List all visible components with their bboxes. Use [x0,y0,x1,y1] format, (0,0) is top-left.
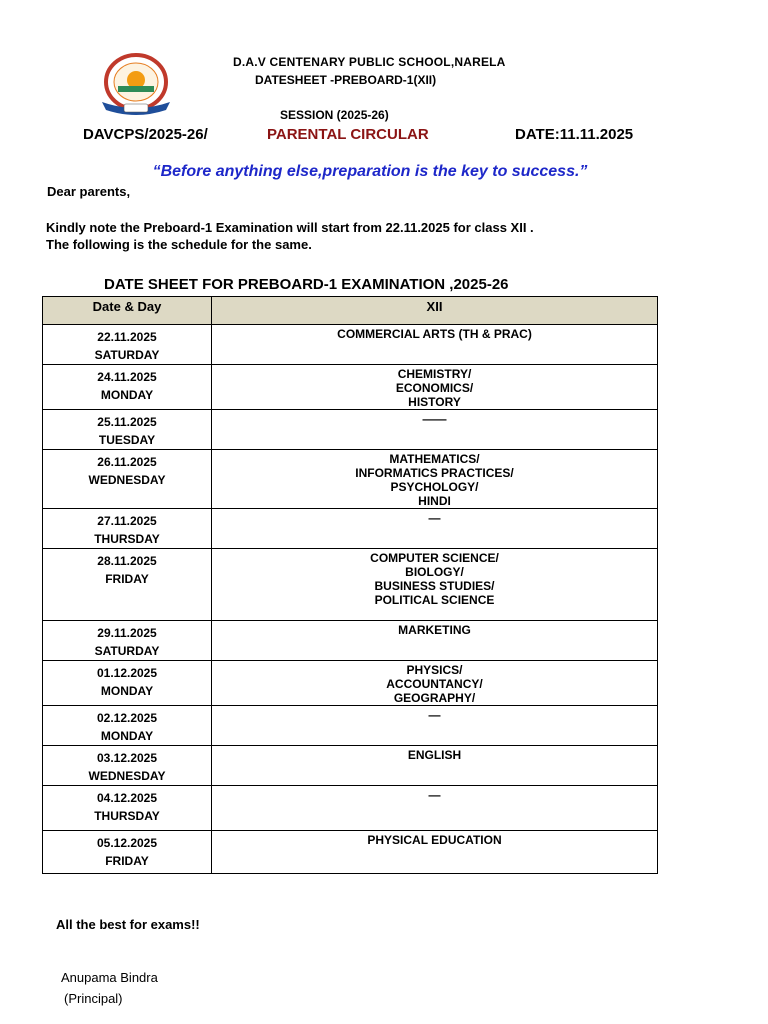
exam-day: TUESDAY [98,433,156,447]
exam-date-cell [43,365,212,410]
subject-name: POLITICAL SCIENCE [374,593,495,607]
exam-date-cell [43,509,212,549]
subject-name: CHEMISTRY/ [397,367,472,381]
school-logo [96,52,176,122]
column-header-date: Date & Day [43,297,212,325]
exam-subjects-cell [212,450,658,509]
subject-name: MARKETING [398,623,471,637]
exam-day: WEDNESDAY [88,769,166,783]
exam-day: FRIDAY [105,854,149,868]
exam-date: 04.12.2025 [96,791,158,805]
subject-name: ECONOMICS/ [395,381,474,395]
table-row [43,661,658,706]
exam-subjects-cell [212,786,658,831]
intro-line-1: Kindly note the Preboard-1 Examination will start from 22.11.2025 for class XII . [46,220,534,235]
exam-date: 02.12.2025 [96,711,158,725]
table-row [43,786,658,831]
exam-date-cell [43,410,212,450]
exam-day: SATURDAY [94,644,160,658]
exam-day: MONDAY [100,729,154,743]
exam-date: 29.11.2025 [97,626,157,640]
exam-subjects-cell [212,706,658,746]
table-row [43,325,658,365]
exam-day: MONDAY [100,684,154,698]
table-row [43,365,658,410]
table-row [43,831,658,874]
exam-day: WEDNESDAY [88,473,166,487]
motivational-quote: “Before anything else,preparation is the key to success.” [152,163,588,180]
exam-date-cell [43,325,212,365]
subject-name: BUSINESS STUDIES/ [374,579,495,593]
circular-label: PARENTAL CIRCULAR [267,126,429,143]
table-row [43,509,658,549]
subject-name: INFORMATICS PRACTICES/ [355,466,514,480]
no-exam-dash: — [428,708,441,722]
subject-name: PSYCHOLOGY/ [390,480,479,494]
intro-line-2: The following is the schedule for the same. [46,237,312,252]
exam-date-cell [43,621,212,661]
exam-day: THURSDAY [94,809,160,823]
subject-name: COMPUTER SCIENCE/ [370,551,499,565]
exam-subjects-cell [212,549,658,621]
exam-date-cell [43,661,212,706]
school-name: D.A.V CENTENARY PUBLIC SCHOOL,NARELA [233,55,506,69]
exam-subjects-cell [212,509,658,549]
exam-subjects-cell [212,325,658,365]
exam-day: MONDAY [100,388,154,402]
table-row [43,450,658,509]
table-row [43,410,658,450]
exam-date: 03.12.2025 [96,751,158,765]
exam-subjects-cell [212,746,658,786]
exam-subjects-cell [212,365,658,410]
column-header-class: XII [212,297,658,325]
exam-date-cell [43,786,212,831]
exam-date-cell [43,549,212,621]
exam-date: 01.12.2025 [96,666,158,680]
signatory-role: (Principal) [64,991,123,1006]
exam-date-cell [43,746,212,786]
subject-name: HINDI [418,494,451,508]
subject-name: HISTORY [408,395,461,409]
exam-date: 28.11.2025 [97,554,157,568]
exam-date-cell [43,831,212,874]
table-row [43,706,658,746]
session-label: SESSION (2025-26) [280,108,389,122]
subject-name: ACCOUNTANCY/ [386,677,483,691]
table-body [43,325,658,874]
subject-name: MATHEMATICS/ [389,452,480,466]
no-exam-dash: — [428,511,441,525]
exam-date-cell [43,706,212,746]
exam-date: 27.11.2025 [97,514,157,528]
dav-emblem-icon [96,52,176,122]
subject-name: COMMERCIAL ARTS (TH & PRAC) [337,327,532,341]
exam-subjects-cell [212,410,658,450]
exam-day: THURSDAY [94,532,160,546]
exam-subjects-cell [212,831,658,874]
reference-number: DAVCPS/2025-26/ [83,126,208,143]
exam-subjects-cell [212,621,658,661]
table-row [43,621,658,661]
no-exam-dash: — [428,788,441,802]
exam-date: 05.12.2025 [96,836,158,850]
table-title: DATE SHEET FOR PREBOARD-1 EXAMINATION ,2025-26 [104,276,509,293]
exam-day: FRIDAY [105,572,149,586]
exam-date: 26.11.2025 [97,455,157,469]
table-row [43,746,658,786]
exam-day: SATURDAY [94,348,160,362]
subject-name: PHYSICS/ [406,663,463,677]
exam-date: 24.11.2025 [97,370,157,384]
exam-date: 25.11.2025 [97,415,157,429]
subject-name: ENGLISH [407,748,462,762]
closing-wish: All the best for exams!! [56,917,200,932]
subject-name: BIOLOGY/ [405,565,464,579]
sheet-title: DATESHEET -PREBOARD-1(XII) [255,73,437,87]
signatory-name: Anupama Bindra [61,970,158,985]
circular-date: DATE:11.11.2025 [515,126,634,143]
table-row [43,549,658,621]
no-exam-dash: —— [422,412,447,426]
exam-date: 22.11.2025 [97,330,157,344]
exam-date-cell [43,450,212,509]
salutation: Dear parents, [47,184,131,199]
exam-subjects-cell [212,661,658,706]
table-header-row [43,297,658,325]
subject-name: GEOGRAPHY/ [393,691,476,705]
subject-name: PHYSICAL EDUCATION [367,833,502,847]
date-sheet-table [42,296,658,874]
